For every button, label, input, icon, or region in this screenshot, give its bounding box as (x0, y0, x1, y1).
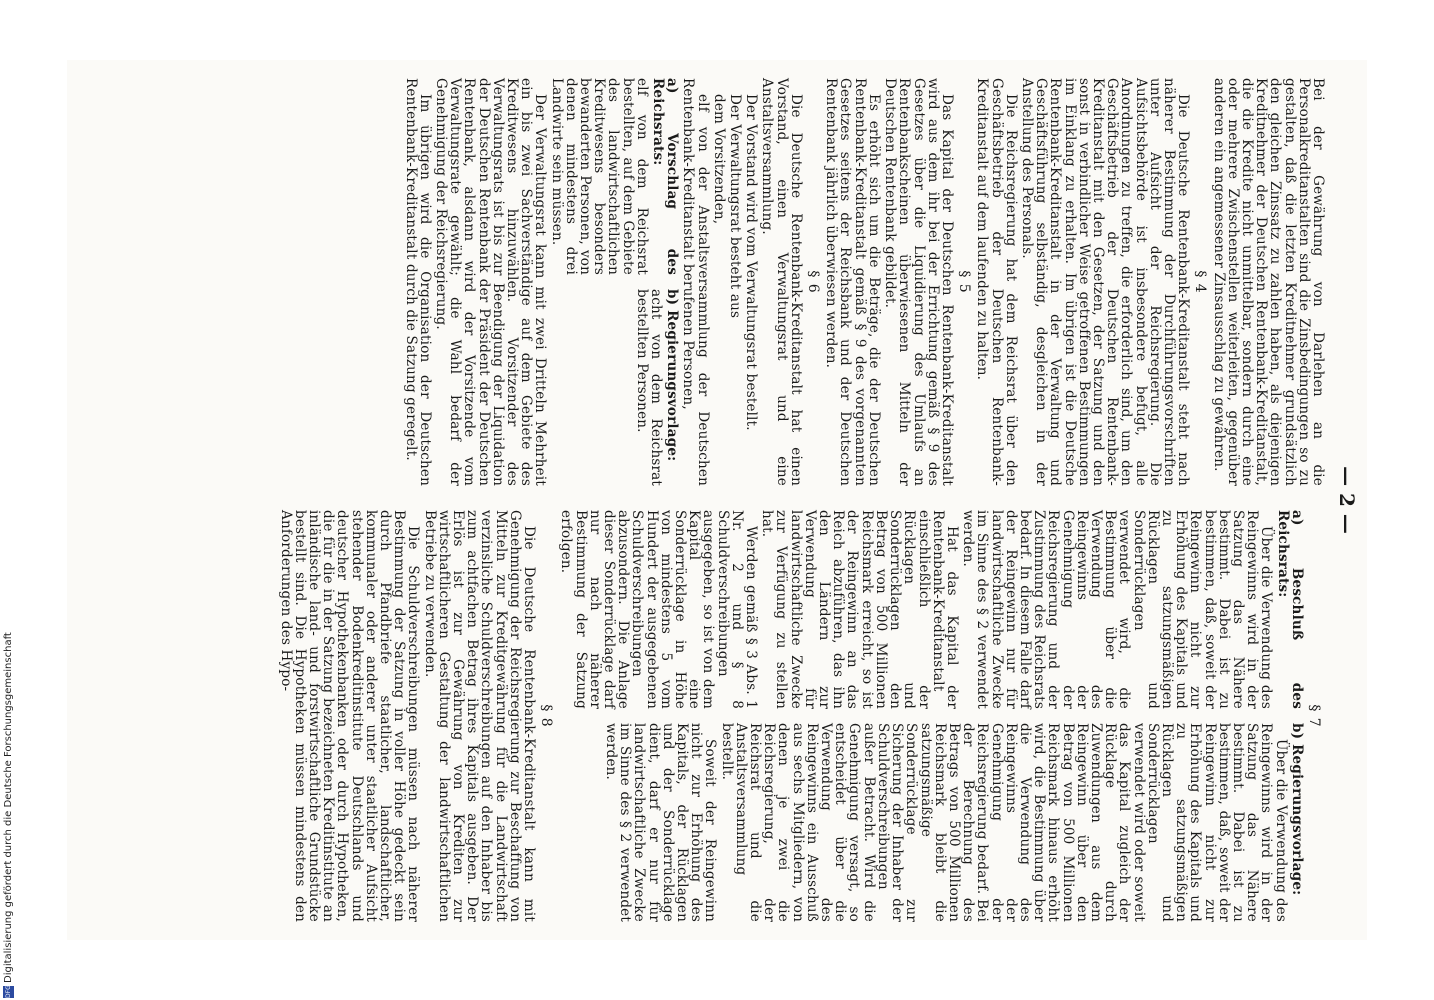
section-5-paragraph-1: Das Kapital der Deutschen Rentenbank-Kreditanstalt wird aus dem ihr bei der Errichtung gemäß § 9 des Gesetzes über die Liquidierung des Umlaufs an Rentenbankscheinen überwiesenen Mitteln der Deutschen Rentenbank gebildet. (882, 78, 955, 486)
section-6-paragraph-3: Der Verwaltungsrat besteht aus (727, 94, 744, 319)
section-6-variant-b-body: acht von dem Reichsrat bestellten Personen. (633, 289, 665, 486)
section-5-title: § 5 (956, 270, 973, 294)
section-6-title: § 6 (805, 270, 822, 294)
section-8-paragraph-1: Die Deutsche Rentenbank-Kreditanstalt kann mit Genehmigung der Reichsregierung zur Beschaffung von Mitteln zur Kreditgewährung für die Landwirtschaft verzinsliche Schuldverschreibungen auf den Inhaber bis zum achtfachen Betrag ihres Kapitals ausgeben. Der Erlös ist zur Gewährung von Krediten zur wirtschaftlicheren Gestaltung der landwirtschaftlichen Betriebe zu verwenden. (421, 510, 538, 922)
section-7-variant-a-paragraph-1: Über die Verwendung des Reingewinns wird in der Satzung das Nähere bestimmt. Dabei ist zu bestimmen, daß, soweit der Reingewinn nicht zur Erhöhung des Kapitals und zu satzungsmäßigen Rücklagen und Sonderrücklagen verwendet wird, die Bestimmung über die Verwendung des Reingewinns der Genehmigung der Reichsregierung und der Zustimmung des Reichsrats bedarf. In diesem Falle darf der Reingewinn nur für landwirtschaftliche Zwecke im Sinne des § 2 verwendet werden. (960, 510, 1275, 709)
left-column (401, 78, 1325, 486)
section-6-paragraph-6: Der Verwaltungsrat kann mit zwei Dritteln Mehrheit ein bis zwei Sachverständige auf dem Gebiete des Kreditwesens hinzuwählen. Vorsitzender des Verwaltungsrats ist bis zur Beendigung der Liquidation der Deutschen Rentenbank der Präsident der Deutschen Rentenbank, alsdann wird der Vorsitzende vom Verwaltungsrate gewählt; die Wahl bedarf der Genehmigung der Reichsregierung. (433, 78, 549, 486)
section-6-paragraph-2: Der Vorstand wird vom Verwaltungsrat bestellt. (743, 94, 760, 431)
right-column (276, 510, 1325, 922)
section-4-title: § 4 (1192, 270, 1209, 294)
section-8-paragraph-2: Die Schuldverschreibungen müssen nach näherer Bestimmung der Satzung in voller Höhe gedeckt sein durch Pfandbriefe staatlicher, landschaftlicher, kommunaler oder anderer unter staatlicher Aufsicht stehender Bodenkreditinstitute Deutschlands und deutscher Hypothekenbanken oder durch Hypotheken, die für die in der Satzung bezeichneten Kreditinstitute an inländische land- und forstwirtschaftliche Grundstücke bestellt sind. Die Hypotheken müssen mindestens den Anforderungen des Hypo- (277, 510, 422, 922)
section-8-title: § 8 (538, 704, 555, 728)
section-6-paragraph-4: dem Vorsitzenden, (710, 94, 727, 225)
page-number: — 2 — (1335, 466, 1359, 534)
section-7-title: § 7 (1306, 704, 1322, 728)
section-7-variant-a-paragraph-2: Hat das Kapital der Rentenbank-Kreditanstalt einschließlich der Rücklagen und Sonderrücklagen den Betrag von 500 Millionen Reichsmark erreicht, so ist der Reingewinn an das Reich abzuführen, das ihn den Ländern zur Verwendung für landwirtschaftliche Zwecke zur Verfügung zu stellen hat. (759, 510, 960, 709)
section-7-variants (557, 510, 1304, 922)
section-6-variant-b-head: b) Regierungsvorlage: (664, 289, 681, 462)
section-6-variant-b (547, 289, 679, 486)
credit-text: Digitalisierung gefördert durch die Deutsche Forschungsgemeinschaft (3, 632, 14, 983)
section-4-paragraph-2: Die Reichsregierung hat dem Reichsrat über den Geschäftsbetrieb der Deutschen Rentenbank-Kreditanstalt auf dem laufenden zu halten. (974, 78, 1019, 486)
section-7-variant-b-paragraph-2: Soweit der Reingewinn nicht zur Erhöhung des Kapitals, der Rücklagen und der Sonderrücklage dient, darf er nur für landwirtschaftliche Zwecke im Sinne des § 2 verwendet werden. (603, 723, 719, 922)
dfg-logo-icon: DFG (4, 985, 12, 998)
section-7-variant-a-head: a) Beschluß des Reichsrats: (1274, 510, 1305, 709)
credit-text-wrapper (2, 30, 16, 998)
section-6-variant-a-head: a) Vorschlag des Reichsrats: (650, 78, 681, 275)
scanned-page (67, 60, 1367, 940)
section-6-paragraph-5: elf von der Anstaltsversammlung der Deutschen Rentenbank-Kreditanstalt berufenen Personen, (680, 78, 711, 486)
section-5-paragraph-2: Es erhöht sich um die Beträge, die der Deutschen Rentenbank-Kreditanstalt gemäß § 9 des vorgenannten Gesetzes seitens der Reichsbank und der Deutschen Rentenbank jährlich überwiesen werden. (823, 78, 882, 486)
section-6-variant-a-body: elf von dem Reichsrat bestellten, auf dem Gebiete des landwirtschaftlichen Kreditwesens besonders bewanderten Personen, von denen mindestens drei Landwirte sein müssen. (548, 78, 650, 275)
section-6-variant-a (547, 78, 679, 275)
section-6-paragraph-1: Die Deutsche Rentenbank-Kreditanstalt hat einen Vorstand, einen Verwaltungsrat und eine Anstaltsversammlung. (759, 78, 804, 486)
section-7-variant-b-head: b) Regierungsvorlage: (1288, 723, 1305, 896)
section-4-paragraph-1: Die Deutsche Rentenbank-Kreditanstalt steht nach näherer Bestimmung der Durchführungsvorschriften unter Aufsicht der Reichsregierung. Die Aufsichtsbehörde ist insbesondere befugt, alle Anordnungen zu treffen, die erforderlich sind, um den Geschäftsbetrieb der Deutschen Rentenbank-Kreditanstalt mit den Gesetzen, der Satzung und den sonst in verbindlicher Weise getroffenen Bestimmungen im Einklang zu erhalten. Im übrigen ist die Deutsche Rentenbank-Kreditanstalt in der Verwaltung und Geschäftsführung selbständig, desgleichen in der Anstellung des Personals. (1018, 78, 1192, 486)
section-7-variant-b-paragraph-1: Über die Verwendung des Reingewinns wird in der Satzung das Nähere bestimmt. Dabei ist zu bestimmen, daß, soweit der Reingewinn nicht zur Erhöhung des Kapitals und zu satzungsmäßigen Rücklagen und Sonderrücklagen verwendet wird oder soweit das Kapital zugleich der Rücklage durch Zuwendungen aus dem Reingewinn über den Betrag von 500 Millionen Reichsmark hinaus erhöht wird, die Bestimmung über die Verwendung des Reingewinns der Genehmigung der Reichsregierung bedarf. Bei der Berechnung des Betrags von 500 Millionen Reichsmark bleibt die satzungsmäßige Sonderrücklage zur Sicherung der Inhaber der Schuldverschreibungen außer Betracht. Wird die Genehmigung versagt, so entscheidet über die Verwendung des Reingewinns ein Ausschuß aus sechs Mitgliedern, von denen je zwei die Reichsregierung, der Reichsrat und die Anstaltsversammlung bestellt. (718, 723, 1289, 922)
section-7-variant-a-paragraph-3: Werden gemäß § 3 Abs. 1 Nr. 2 und § 8 Schuldverschreibungen ausgegeben, so ist von dem Kapital eine Sonderrücklage in Höhe von mindestens 5 vom Hundert der ausgegebenen Schuldverschreibungen abzusondern. Die Anlage dieser Sonderrücklage darf nur nach näherer Bestimmung der Satzung erfolgen. (558, 510, 760, 709)
digitization-credit (2, 30, 16, 998)
section-6-variants (547, 78, 679, 486)
section-7-variant-a (557, 510, 1304, 709)
section-6-paragraph-7: Im übrigen wird die Organisation der Deutschen Rentenbank-Kreditanstalt durch die Satzung geregelt. (402, 78, 433, 486)
intro-paragraph: Bei der Gewährung von Darlehen an die Personalkreditanstalten sind die Zinsbedingungen so zu gestalten, daß die letzten Kreditnehmer grundsätzlich den gleichen Zinssatz zu zahlen haben, als diejenigen Kreditnehmer der Deutschen Rentenbank-Kreditanstalt, die die Kredite nicht unmittelbar, sondern durch eine oder mehrere Zwischenstellen weiterleiten, gegenüber anderen ein angemessener Zinsausschlag zu gewähren. (1210, 78, 1326, 486)
section-7-variant-b (557, 723, 1304, 922)
